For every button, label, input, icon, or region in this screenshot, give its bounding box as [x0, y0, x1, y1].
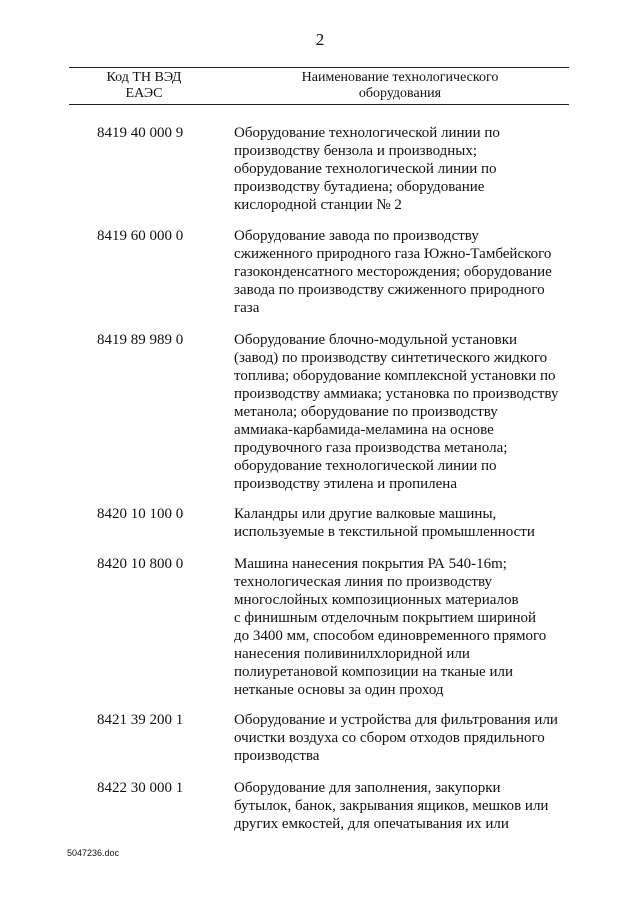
description-line: производства	[234, 748, 320, 764]
description-line: Оборудование и устройства для фильтрования или	[234, 712, 558, 728]
description-line: нетканые основы за один проход	[234, 682, 444, 698]
row-description	[234, 555, 570, 699]
description-line: аммиака-карбамида-меламина на основе	[234, 422, 494, 438]
row-description	[234, 711, 570, 765]
table-header-bottom-rule	[69, 104, 569, 105]
header-name-line: оборудования	[358, 86, 442, 101]
description-line: нанесения поливинилхлоридной или	[234, 646, 470, 662]
description-line: Оборудование для заполнения, закупорки	[234, 780, 501, 796]
row-code: 8421 39 200 1	[97, 712, 184, 728]
description-line: завода по производству сжиженного природного	[234, 282, 545, 298]
row-code: 8422 30 000 1	[97, 780, 184, 796]
row-description	[234, 505, 570, 541]
description-line: Машина нанесения покрытия РА 540-16m;	[234, 556, 507, 572]
description-line: Оборудование блочно-модульной установки	[234, 332, 518, 348]
table-header-top-rule	[69, 67, 569, 68]
header-code-column	[69, 70, 219, 102]
description-line: кислородной станции № 2	[234, 197, 402, 213]
description-line: Каландры или другие валковые машины,	[234, 506, 497, 522]
description-line: производству аммиака; установка по производству	[234, 386, 559, 402]
description-line: газоконденсатного месторождения; оборудование	[234, 264, 552, 280]
row-code: 8419 60 000 0	[97, 228, 184, 244]
description-line: с финишным отделочным покрытием шириной	[234, 610, 537, 626]
page-number: 2	[315, 30, 325, 49]
description-line: производству этилена и пропилена	[234, 476, 457, 492]
description-line: полиуретановой композиции на тканые или	[234, 664, 513, 680]
description-line: производству бензола и производных;	[234, 143, 478, 159]
header-code-line: Код ТН ВЭД	[106, 70, 182, 85]
description-line: до 3400 мм, способом единовременного прямого	[234, 628, 547, 644]
description-line: (завод) по производству синтетического жидкого	[234, 350, 548, 366]
description-line: оборудование технологической линии по	[234, 161, 497, 177]
description-line: производству бутадиена; оборудование	[234, 179, 485, 195]
description-line: продувочного газа производства метанола;	[234, 440, 508, 456]
description-line: очистки воздуха со сбором отходов прядильного	[234, 730, 545, 746]
document-filename: 5047236.doc	[67, 848, 120, 858]
row-description	[234, 124, 570, 214]
description-line: топлива; оборудование комплексной установки по	[234, 368, 556, 384]
description-line: газа	[234, 300, 260, 316]
description-line: Оборудование технологической линии по	[234, 125, 500, 141]
row-code: 8419 40 000 9	[97, 125, 184, 141]
row-description	[234, 331, 570, 493]
description-line: технологическая линия по производству	[234, 574, 493, 590]
description-line: оборудование технологической линии по	[234, 458, 497, 474]
row-code: 8420 10 100 0	[97, 506, 184, 522]
header-code-line: ЕАЭС	[125, 86, 163, 101]
description-line: других емкостей, для опечатывания их или	[234, 816, 509, 832]
description-line: бутылок, банок, закрывания ящиков, мешков или	[234, 798, 549, 814]
row-code: 8419 89 989 0	[97, 332, 184, 348]
description-line: метанола; оборудование по производству	[234, 404, 498, 420]
header-name-column	[232, 70, 568, 102]
description-line: используемые в текстильной промышленности	[234, 524, 535, 540]
header-name-line: Наименование технологического	[301, 70, 499, 85]
row-description	[234, 227, 570, 317]
description-line: Оборудование завода по производству	[234, 228, 479, 244]
row-description	[234, 779, 570, 833]
description-line: многослойных композиционных материалов	[234, 592, 519, 608]
description-line: сжиженного природного газа Южно-Тамбейского	[234, 246, 552, 262]
row-code: 8420 10 800 0	[97, 556, 184, 572]
